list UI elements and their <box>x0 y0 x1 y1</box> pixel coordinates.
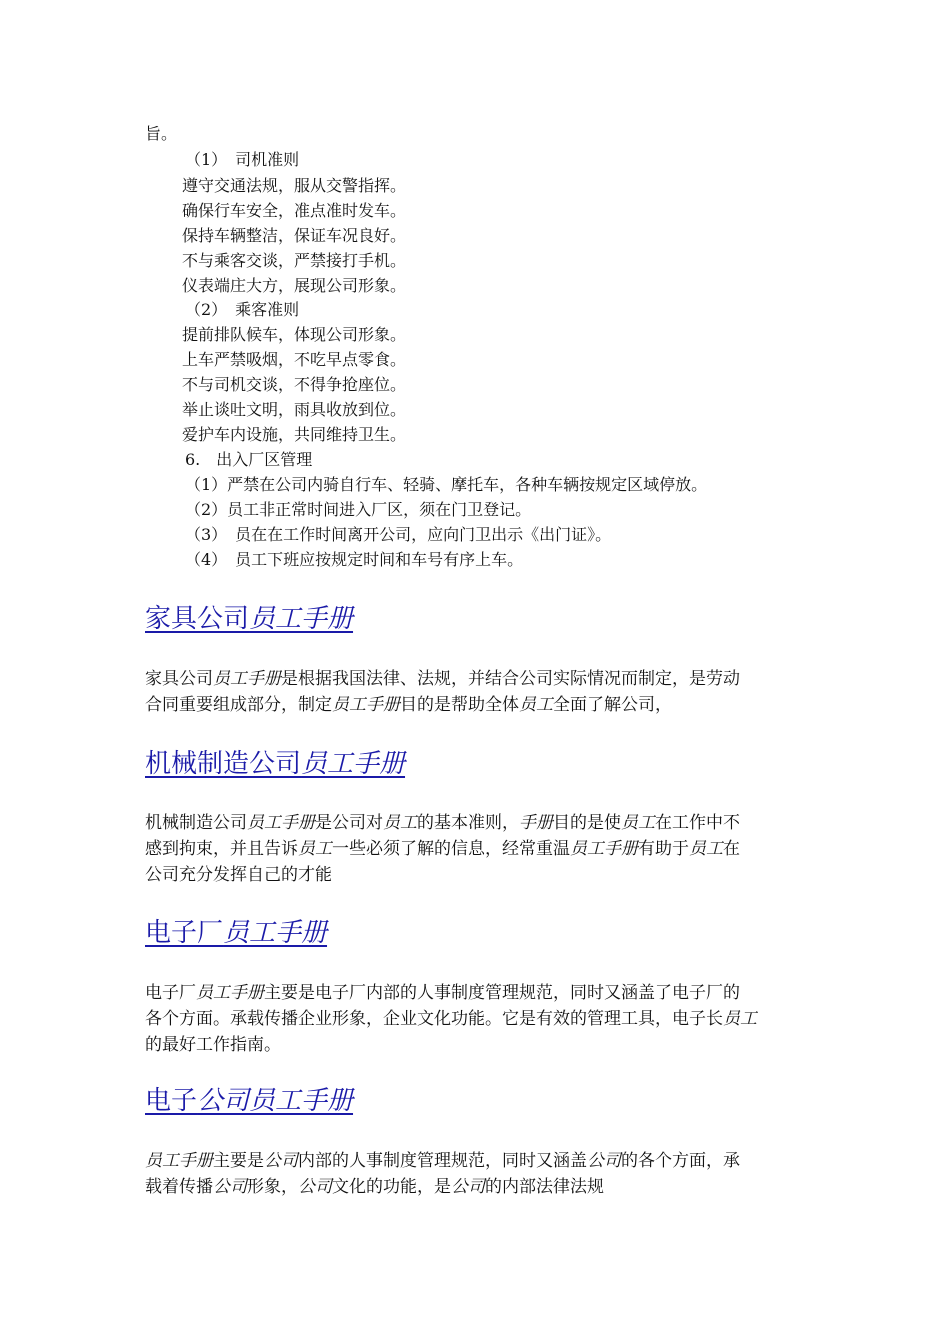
article-title-plain: 电子厂 <box>145 918 224 948</box>
emphasis-text: 公司 <box>587 1151 621 1171</box>
emphasis-text: 员工 <box>298 839 332 859</box>
article-title-emphasis: 公司员工手册 <box>197 1086 354 1116</box>
body-text: 主要是 <box>213 1151 264 1171</box>
body-text: 形象， <box>247 1177 298 1197</box>
article-title-emphasis: 员工手册 <box>249 604 354 634</box>
article-title-link[interactable] <box>145 1085 353 1117</box>
body-text: 目的是使 <box>553 813 621 833</box>
body-text: 在工作中不 <box>655 813 740 833</box>
article-body-line <box>145 980 810 1006</box>
driver-rule-item: 不与乘客交谈，严禁接打手机。 <box>182 251 407 270</box>
body-text: 有助于 <box>638 839 689 859</box>
article-title-plain: 电子 <box>145 1086 198 1116</box>
driver-rule-item: 遵守交通法规，服从交警指挥。 <box>182 176 407 195</box>
body-text: 电子厂 <box>145 983 196 1003</box>
article-body-line <box>145 666 810 692</box>
article-body-line <box>145 1148 810 1174</box>
emphasis-text: 员工手册 <box>332 695 400 715</box>
body-text: 的最好工作指南。 <box>145 1035 281 1055</box>
article-body-line <box>145 1032 810 1058</box>
body-text: 公司充分发挥自己的才能 <box>145 865 332 885</box>
body-text: 合同重要组成部分，制定 <box>145 695 332 715</box>
section-6-item: （1）严禁在公司内骑自行车、轻骑、摩托车，各种车辆按规定区域停放。 <box>185 475 708 494</box>
emphasis-text: 公司 <box>298 1177 332 1197</box>
body-text: 载着传播 <box>145 1177 213 1197</box>
emphasis-text: 员工手册 <box>145 1151 213 1171</box>
driver-rule-item: 确保行车安全，准点准时发车。 <box>182 201 407 220</box>
emphasis-text: 公司 <box>451 1177 485 1197</box>
article-title-link[interactable] <box>145 748 405 780</box>
passenger-rule-item: 上车严禁吸烟，不吃早点零食。 <box>182 350 407 369</box>
body-text: 机械制造公司 <box>145 813 247 833</box>
body-text: 内部的人事制度管理规范，同时又涵盖 <box>298 1151 587 1171</box>
emphasis-text: 员工手册 <box>570 839 638 859</box>
emphasis-text: 员工 <box>519 695 553 715</box>
article-body-line <box>145 692 810 718</box>
body-text: 感到拘束，并且告诉 <box>145 839 298 859</box>
body-text: 目的是帮助全体 <box>400 695 519 715</box>
body-text: 是根据我国法律、法规，并结合公司实际情况而制定，是劳动 <box>281 669 740 689</box>
body-text: 的基本准则， <box>417 813 519 833</box>
body-text: 主要是电子厂内部的人事制度管理规范，同时又涵盖了电子厂的 <box>264 983 740 1003</box>
article-title-link[interactable] <box>145 603 353 635</box>
body-text: 一些必须了解的信息，经常重温 <box>332 839 570 859</box>
passenger-rule-item: 爱护车内设施，共同维持卫生。 <box>182 425 407 444</box>
section-6-item: （4） 员工下班应按规定时间和车号有序上车。 <box>185 550 524 569</box>
top-fragment: 旨。 <box>145 124 178 143</box>
emphasis-text: 手册 <box>519 813 553 833</box>
driver-rule-item: 仪表端庄大方，展现公司形象。 <box>182 276 407 295</box>
emphasis-text: 员工手册 <box>247 813 315 833</box>
section-6-item: （3） 员在在工作时间离开公司，应向门卫出示《出门证》。 <box>185 525 612 544</box>
body-text: 文化的功能，是 <box>332 1177 451 1197</box>
driver-rules-heading: （1） 司机准则 <box>185 150 300 169</box>
passenger-rule-item: 不与司机交谈，不得争抢座位。 <box>182 375 407 394</box>
article-body-line <box>145 810 810 836</box>
passenger-rules-heading: （2） 乘客准则 <box>185 300 300 319</box>
emphasis-text: 员工 <box>689 839 723 859</box>
article-body-line <box>145 862 810 888</box>
article-body <box>145 1148 810 1200</box>
body-text: 的各个方面，承 <box>621 1151 740 1171</box>
emphasis-text: 员工手册 <box>196 983 264 1003</box>
article-body <box>145 810 810 888</box>
article-body-line <box>145 1174 810 1200</box>
emphasis-text: 员工 <box>723 1009 757 1029</box>
emphasis-text: 公司 <box>213 1177 247 1197</box>
article-title-emphasis: 员工手册 <box>301 749 406 779</box>
article-title-link[interactable] <box>145 917 327 949</box>
section-6-item: （2）员工非正常时间进入厂区，须在门卫登记。 <box>185 500 532 519</box>
article-body <box>145 980 810 1058</box>
article-title-plain: 家具公司 <box>145 604 250 634</box>
passenger-rule-item: 举止谈吐文明，雨具收放到位。 <box>182 400 407 419</box>
article-body-line <box>145 836 810 862</box>
article-body-line <box>145 1006 810 1032</box>
body-text: 各个方面。承载传播企业形象，企业文化功能。它是有效的管理工具，电子长 <box>145 1009 723 1029</box>
body-text: 全面了解公司， <box>553 695 672 715</box>
emphasis-text: 公司 <box>264 1151 298 1171</box>
article-title-emphasis: 员工手册 <box>223 918 328 948</box>
body-text: 家具公司 <box>145 669 213 689</box>
article-body <box>145 666 810 718</box>
emphasis-text: 员工 <box>383 813 417 833</box>
driver-rule-item: 保持车辆整洁，保证车况良好。 <box>182 226 407 245</box>
body-text: 在 <box>723 839 740 859</box>
emphasis-text: 员工 <box>621 813 655 833</box>
passenger-rule-item: 提前排队候车，体现公司形象。 <box>182 325 407 344</box>
body-text: 的内部法律法规 <box>485 1177 604 1197</box>
section-6-heading: 6. 出入厂区管理 <box>185 450 313 469</box>
emphasis-text: 员工手册 <box>213 669 281 689</box>
body-text: 是公司对 <box>315 813 383 833</box>
article-title-plain: 机械制造公司 <box>145 749 302 779</box>
